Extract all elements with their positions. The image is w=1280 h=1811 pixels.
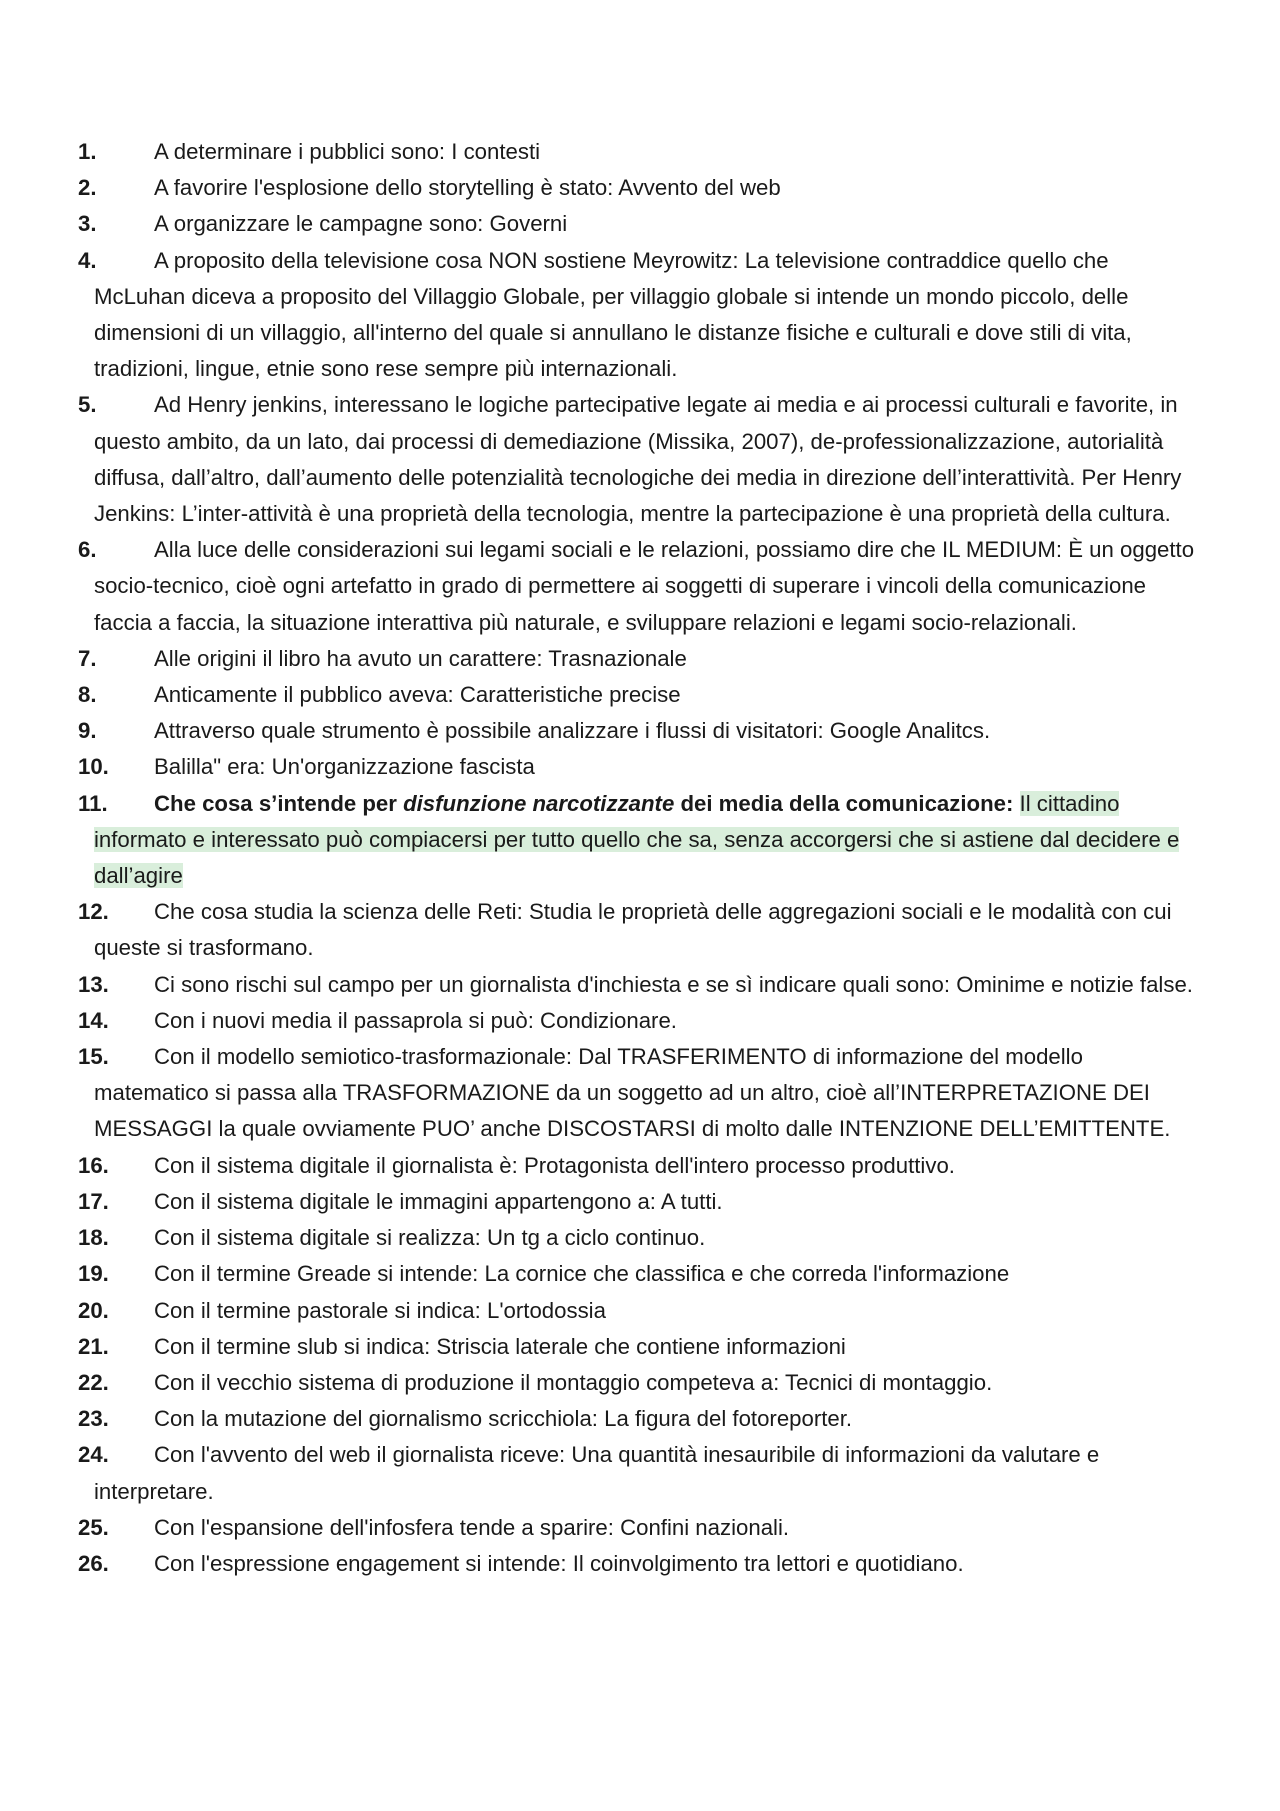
item-number: 16.: [78, 1152, 109, 1178]
list-item: [78, 1365, 1202, 1401]
item-answer: Il coinvolgimento tra lettori e quotidiano.: [572, 1550, 964, 1576]
item-number: 3.: [78, 211, 97, 237]
item-number: 22.: [78, 1369, 109, 1395]
item-number: 9.: [78, 718, 97, 744]
item-question: Anticamente il pubblico aveva:: [154, 682, 454, 708]
item-number: 15.: [78, 1044, 109, 1070]
list-item: [78, 1329, 1202, 1365]
item-question: Con il sistema digitale le immagini appartengono a:: [154, 1188, 656, 1214]
list-item: [78, 1546, 1202, 1582]
item-body: [94, 206, 1202, 242]
item-answer: La televisione contraddice quello che McLuhan diceva a proposito del Villaggio Globale, per villaggio globale si intende un mondo piccolo, delle dimensioni di un villaggio, all'interno del quale si annullano le distanze fisiche e culturali e dove stili di vita, tradizioni, lingue, etnie sono rese sempre più internazionali.: [94, 247, 1132, 382]
list-item: [78, 713, 1202, 749]
item-number: 11.: [78, 790, 108, 816]
item-number: 13.: [78, 971, 109, 997]
item-question: Ci sono rischi sul campo per un giornalista d'inchiesta e se sì indicare quali sono:: [154, 971, 951, 997]
item-question: A proposito della televisione cosa NON sostiene Meyrowitz:: [154, 247, 739, 273]
item-question: Balilla" era:: [154, 754, 266, 780]
item-body: [94, 1329, 1202, 1365]
item-answer: La figura del fotoreporter.: [604, 1406, 853, 1432]
list-item: [78, 1220, 1202, 1256]
item-answer: Condizionare.: [540, 1007, 677, 1033]
list-item: [78, 786, 1202, 895]
item-answer: A tutti.: [660, 1188, 723, 1214]
item-answer: Il cittadino informato e interessato può compiacersi per tutto quello che sa, senza accorgersi che si astiene dal decidere e dall’agire: [94, 790, 1180, 889]
item-body: [94, 1220, 1202, 1256]
item-number: 1.: [78, 139, 97, 164]
item-answer: Un tg a ciclo continuo.: [486, 1225, 706, 1251]
item-body: [94, 134, 1202, 170]
item-number: 20.: [78, 1297, 109, 1323]
item-answer: Ominime e notizie false.: [956, 971, 1193, 997]
item-body: [94, 677, 1202, 713]
item-number: 19.: [78, 1261, 109, 1287]
list-item: [78, 1184, 1202, 1220]
item-answer: Confini nazionali.: [620, 1514, 790, 1540]
item-number: 12.: [78, 899, 109, 925]
item-question: Con l'espansione dell'infosfera tende a sparire:: [154, 1514, 614, 1540]
item-answer: Trasnazionale: [548, 645, 687, 671]
item-body: [94, 1546, 1202, 1582]
item-body: [94, 1148, 1202, 1184]
list-item: [78, 641, 1202, 677]
list-item: [78, 1401, 1202, 1437]
item-body: [94, 641, 1202, 677]
item-body: [94, 243, 1202, 388]
item-answer: I contesti: [451, 139, 541, 164]
item-body: [94, 1003, 1202, 1039]
item-number: 25.: [78, 1514, 109, 1540]
list-item: [78, 749, 1202, 785]
list-item: [78, 170, 1202, 206]
question-text-post: dei media della comunicazione:: [674, 790, 1014, 816]
item-question: [154, 791, 1013, 816]
item-answer: L'ortodossia: [486, 1297, 606, 1323]
item-number: 8.: [78, 682, 97, 708]
item-question: Ad Henry jenkins, interessano le logiche partecipative legate ai media e ai processi culturali e favorite, in questo ambito, da un lato, dai processi di demediazione (Missika, 2007), de-professionalizzazione, autorialità diffusa, dall’altro, dall’aumento delle potenzialità tecnologiche dei media in direzione dell’interattività. Per Henry Jenkins:: [94, 392, 1182, 527]
item-answer: Striscia laterale che contiene informazioni: [436, 1333, 846, 1359]
item-body: [94, 1256, 1202, 1292]
item-body: [94, 894, 1202, 966]
item-question: A determinare i pubblici sono:: [154, 139, 446, 164]
list-item: [78, 894, 1202, 966]
item-answer: Dal TRASFERIMENTO di informazione del modello matematico si passa alla TRASFORMAZIONE da un soggetto ad un altro, cioè all’INTERPRETAZIONE DEI MESSAGGI la quale ovviamente PUO’ anche DISCOSTARSI di molto dalle INTENZIONE DELL’EMITTENTE.: [94, 1044, 1171, 1142]
item-question: Con l'avvento del web il giornalista riceve:: [154, 1442, 566, 1468]
item-body: [94, 387, 1202, 532]
item-question: Che cosa studia la scienza delle Reti:: [154, 899, 523, 925]
item-body: [94, 532, 1202, 641]
list-item: [78, 1039, 1202, 1148]
item-number: 26.: [78, 1550, 109, 1576]
item-question: Con il termine pastorale si indica:: [154, 1297, 481, 1323]
item-body: [94, 967, 1202, 1003]
item-answer: La cornice che classifica e che correda l'informazione: [484, 1261, 1010, 1287]
list-item: [78, 532, 1202, 641]
item-number: 5.: [78, 392, 97, 418]
item-body: [94, 1510, 1202, 1546]
item-number: 6.: [78, 537, 97, 563]
list-item: [78, 1437, 1202, 1509]
item-question: Alle origini il libro ha avuto un carattere:: [154, 645, 543, 671]
item-answer: È un oggetto socio-tecnico, cioè ogni artefatto in grado di permettere ai soggetti di superare i vincoli della comunicazione faccia a faccia, la situazione interattiva più naturale, e sviluppare relazioni e legami socio-relazionali.: [94, 537, 1195, 635]
list-item: [78, 677, 1202, 713]
item-answer: Caratteristiche precise: [459, 682, 681, 708]
item-answer: Governi: [489, 211, 568, 237]
item-body: [94, 713, 1202, 749]
item-body: [94, 1437, 1202, 1509]
item-answer: Una quantità inesauribile di informazioni da valutare e interpretare.: [94, 1442, 1100, 1504]
question-answer-list: [78, 134, 1202, 1582]
question-emphasis: disfunzione narcotizzante: [403, 790, 675, 816]
item-body: [94, 749, 1202, 785]
list-item: [78, 1293, 1202, 1329]
list-item: [78, 1256, 1202, 1292]
list-item: [78, 387, 1202, 532]
item-number: 23.: [78, 1406, 109, 1432]
item-question: Con il sistema digitale il giornalista è:: [154, 1152, 518, 1178]
item-question: A favorire l'esplosione dello storytelling è stato:: [154, 175, 614, 201]
item-body: [94, 1293, 1202, 1329]
item-body: [94, 1184, 1202, 1220]
item-question: Con la mutazione del giornalismo scricchiola:: [154, 1406, 598, 1432]
item-number: 4.: [78, 247, 97, 273]
item-question: Attraverso quale strumento è possibile analizzare i flussi di visitatori:: [154, 718, 824, 744]
item-question: Con il sistema digitale si realizza:: [154, 1225, 481, 1251]
list-item: [78, 967, 1202, 1003]
item-question: A organizzare le campagne sono:: [154, 211, 484, 237]
item-question: Con l'espressione engagement si intende:: [154, 1550, 567, 1576]
item-answer: Un'organizzazione fascista: [271, 754, 535, 780]
item-body: [94, 786, 1202, 895]
item-answer: Protagonista dell'intero processo produttivo.: [523, 1152, 955, 1178]
item-question: Con il termine Greade si intende:: [154, 1261, 479, 1287]
item-body: [94, 1365, 1202, 1401]
item-question: Con i nuovi media il passaprola si può:: [154, 1007, 534, 1033]
item-answer: Avvento del web: [618, 175, 781, 201]
item-question: Con il vecchio sistema di produzione il montaggio competeva a:: [154, 1369, 780, 1395]
item-number: 21.: [78, 1333, 109, 1359]
item-number: 24.: [78, 1442, 109, 1468]
item-answer: Google Analitcs.: [829, 718, 991, 744]
list-item: [78, 1510, 1202, 1546]
item-body: [94, 170, 1202, 206]
item-number: 17.: [78, 1188, 109, 1214]
list-item: [78, 134, 1202, 170]
item-number: 14.: [78, 1007, 109, 1033]
list-item: [78, 1003, 1202, 1039]
item-number: 10.: [78, 754, 109, 780]
item-number: 18.: [78, 1225, 109, 1251]
question-text-pre: Che cosa s’intende per: [154, 790, 404, 816]
list-item: [78, 1148, 1202, 1184]
item-body: [94, 1039, 1202, 1148]
item-answer: L’inter-attività è una proprietà della tecnologia, mentre la partecipazione è una proprietà della cultura.: [181, 501, 1171, 527]
item-answer: Tecnici di montaggio.: [785, 1369, 993, 1395]
item-body: [94, 1401, 1202, 1437]
list-item: [78, 243, 1202, 388]
item-number: 7.: [78, 645, 97, 671]
item-question: Con il termine slub si indica:: [154, 1333, 431, 1359]
list-item: [78, 206, 1202, 242]
item-question: Con il modello semiotico-trasformazionale:: [154, 1044, 573, 1070]
item-number: 2.: [78, 175, 97, 201]
item-question: Alla luce delle considerazioni sui legami sociali e le relazioni, possiamo dire che IL MEDIUM:: [154, 537, 1063, 563]
item-answer: Studia le proprietà delle aggregazioni sociali e le modalità con cui queste si trasformano.: [94, 899, 1172, 961]
